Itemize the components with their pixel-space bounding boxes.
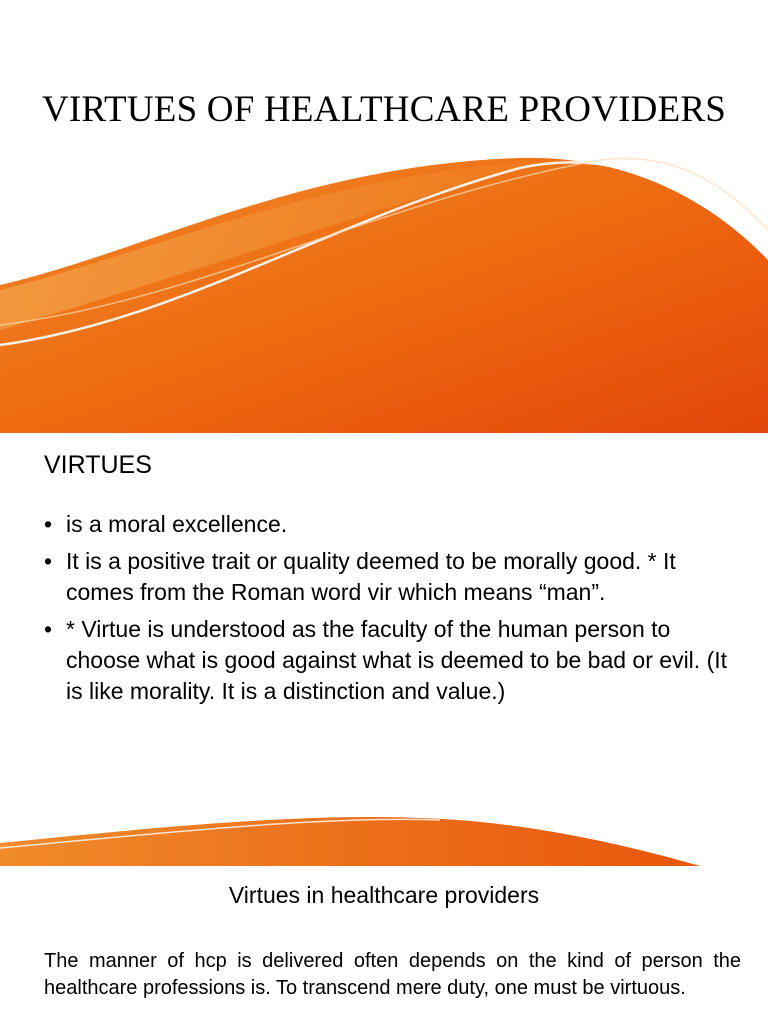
bullet-icon: • [44, 616, 53, 642]
orange-wave-decoration [0, 433, 768, 866]
slide-healthcare [0, 866, 768, 1024]
page-title: VIRTUES OF HEALTHCARE PROVIDERS [41, 89, 727, 130]
slide-virtues [0, 433, 768, 866]
orange-wave-decoration [0, 0, 768, 433]
bullet-text: It is a positive trait or quality deemed to be morally good. * It comes from the Roman word vir which means “man”. [66, 548, 676, 605]
section-title: Virtues in healthcare providers [228, 882, 540, 908]
bullet-text: * Virtue is understood as the faculty of the human person to choose what is good against what is deemed to be bad or evil. (It is like morality. It is a distinction and value.) [66, 616, 728, 704]
section-heading: VIRTUES [44, 451, 152, 479]
slide-title [0, 0, 768, 433]
body-paragraph: The manner of hcp is delivered often depends on the kind of person the healthcare professions is. To transcend mere duty, one must be virtuous. [44, 950, 741, 999]
bullet-icon: • [44, 511, 53, 537]
bullet-icon: • [44, 548, 53, 574]
bullet-text: is a moral excellence. [66, 511, 288, 537]
